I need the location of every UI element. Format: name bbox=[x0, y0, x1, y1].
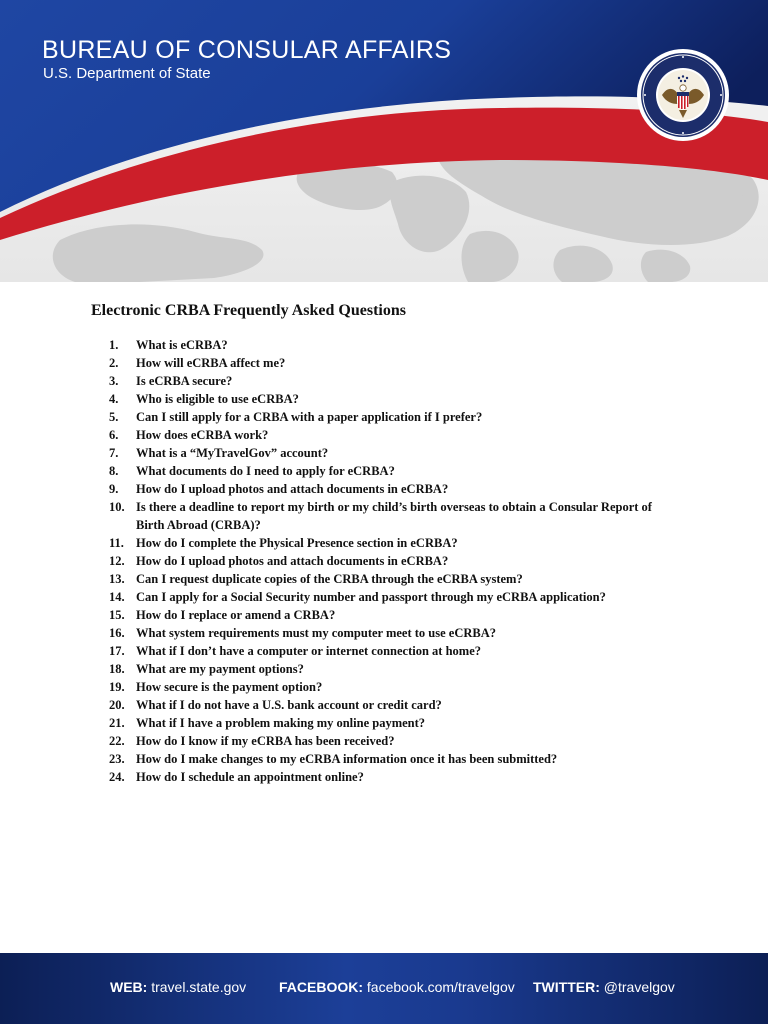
footer-web-label: WEB: bbox=[110, 979, 148, 995]
faq-question: How do I upload photos and attach documents in eCRBA? bbox=[136, 554, 449, 568]
faq-question: What if I don’t have a computer or internet connection at home? bbox=[136, 644, 481, 658]
faq-list bbox=[109, 336, 669, 786]
faq-question: What if I have a problem making my online payment? bbox=[136, 716, 426, 730]
faq-item bbox=[109, 768, 669, 786]
footer-web-link[interactable]: travel.state.gov bbox=[151, 979, 247, 995]
faq-item bbox=[109, 732, 669, 750]
faq-question: How secure is the payment option? bbox=[136, 680, 323, 694]
seal-icon bbox=[636, 48, 730, 142]
faq-number: 10. bbox=[109, 500, 125, 514]
faq-question: Can I still apply for a CRBA with a paper application if I prefer? bbox=[136, 410, 483, 424]
faq-number: 1. bbox=[109, 338, 119, 352]
faq-number: 9. bbox=[109, 482, 119, 496]
faq-item bbox=[109, 570, 669, 588]
faq-question: What documents do I need to apply for eCRBA? bbox=[136, 464, 395, 478]
faq-number: 6. bbox=[109, 428, 119, 442]
faq-item bbox=[109, 426, 669, 444]
faq-item bbox=[109, 624, 669, 642]
footer-twitter-link[interactable]: @travelgov bbox=[603, 979, 675, 995]
faq-item bbox=[109, 354, 669, 372]
faq-question: What if I do not have a U.S. bank account or credit card? bbox=[136, 698, 442, 712]
faq-question: Can I request duplicate copies of the CRBA through the eCRBA system? bbox=[136, 572, 523, 586]
faq-question: How do I know if my eCRBA has been received? bbox=[136, 734, 395, 748]
faq-question: How do I upload photos and attach documents in eCRBA? bbox=[136, 482, 449, 496]
faq-question: How does eCRBA work? bbox=[136, 428, 269, 442]
faq-question: What system requirements must my computer meet to use eCRBA? bbox=[136, 626, 497, 640]
faq-number: 3. bbox=[109, 374, 119, 388]
faq-item bbox=[109, 390, 669, 408]
faq-item bbox=[109, 750, 669, 768]
department-seal bbox=[636, 48, 730, 142]
faq-question: Is eCRBA secure? bbox=[136, 374, 233, 388]
faq-number: 22. bbox=[109, 734, 125, 748]
faq-number: 16. bbox=[109, 626, 125, 640]
faq-item bbox=[109, 534, 669, 552]
faq-item bbox=[109, 480, 669, 498]
org-title: BUREAU OF CONSULAR AFFAIRS bbox=[42, 36, 452, 64]
faq-item bbox=[109, 498, 669, 534]
faq-number: 21. bbox=[109, 716, 125, 730]
faq-question: How do I complete the Physical Presence section in eCRBA? bbox=[136, 536, 458, 550]
faq-number: 19. bbox=[109, 680, 125, 694]
faq-question: What is eCRBA? bbox=[136, 338, 228, 352]
faq-question: Who is eligible to use eCRBA? bbox=[136, 392, 299, 406]
faq-item bbox=[109, 642, 669, 660]
faq-item bbox=[109, 408, 669, 426]
faq-question: How do I schedule an appointment online? bbox=[136, 770, 364, 784]
faq-item bbox=[109, 714, 669, 732]
org-subtitle: U.S. Department of State bbox=[43, 65, 211, 82]
faq-number: 13. bbox=[109, 572, 125, 586]
faq-number: 2. bbox=[109, 356, 119, 370]
faq-item bbox=[109, 678, 669, 696]
footer bbox=[0, 953, 768, 1024]
footer-facebook-label: FACEBOOK: bbox=[279, 979, 363, 995]
footer-web[interactable] bbox=[110, 979, 246, 995]
faq-question: What is a “MyTravelGov” account? bbox=[136, 446, 329, 460]
faq-number: 23. bbox=[109, 752, 125, 766]
faq-number: 5. bbox=[109, 410, 119, 424]
faq-question: Is there a deadline to report my birth or my child’s birth overseas to obtain a Consular Report of Birth Abroad (CRBA)? bbox=[136, 500, 652, 532]
faq-item bbox=[109, 588, 669, 606]
faq-number: 8. bbox=[109, 464, 119, 478]
footer-facebook-link[interactable]: facebook.com/travelgov bbox=[366, 979, 515, 995]
faq-number: 20. bbox=[109, 698, 125, 712]
footer-facebook[interactable] bbox=[279, 979, 515, 995]
footer-twitter-label: TWITTER: bbox=[533, 979, 600, 995]
faq-number: 7. bbox=[109, 446, 119, 460]
faq-question: How will eCRBA affect me? bbox=[136, 356, 286, 370]
faq-question: How do I make changes to my eCRBA information once it has been submitted? bbox=[136, 752, 558, 766]
faq-number: 18. bbox=[109, 662, 125, 676]
faq-question: What are my payment options? bbox=[136, 662, 304, 676]
faq-number: 17. bbox=[109, 644, 125, 658]
faq-item bbox=[109, 462, 669, 480]
faq-number: 15. bbox=[109, 608, 125, 622]
faq-item bbox=[109, 444, 669, 462]
faq-item bbox=[109, 372, 669, 390]
faq-number: 14. bbox=[109, 590, 125, 604]
faq-question: How do I replace or amend a CRBA? bbox=[136, 608, 336, 622]
faq-item bbox=[109, 606, 669, 624]
footer-twitter[interactable] bbox=[533, 979, 675, 995]
faq-item bbox=[109, 660, 669, 678]
document-title: Electronic CRBA Frequently Asked Questions bbox=[91, 302, 406, 319]
faq-number: 12. bbox=[109, 554, 125, 568]
faq-item bbox=[109, 696, 669, 714]
header-banner bbox=[0, 0, 768, 282]
faq-number: 11. bbox=[109, 536, 124, 550]
faq-number: 24. bbox=[109, 770, 125, 784]
faq-item bbox=[109, 336, 669, 354]
faq-item bbox=[109, 552, 669, 570]
faq-number: 4. bbox=[109, 392, 119, 406]
faq-question: Can I apply for a Social Security number and passport through my eCRBA application? bbox=[136, 590, 606, 604]
